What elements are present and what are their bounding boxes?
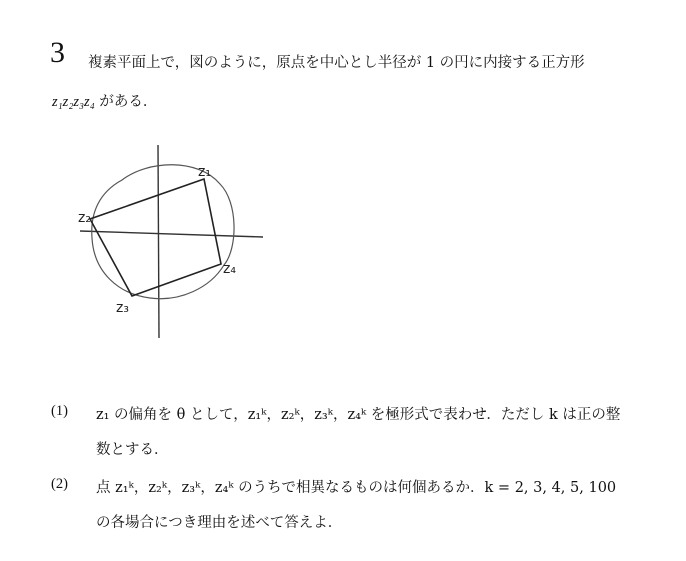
- question-1-line1: z₁ の偏角を θ として，z₁ᵏ，z₂ᵏ，z₃ᵏ，z₄ᵏ を極形式で表わせ．ただし k は正の整: [96, 407, 621, 423]
- problem-statement-line1: 複素平面上で，図のように，原点を中心とし半径が 1 の円に内接する正方形: [88, 55, 585, 71]
- problem-number: 3: [50, 36, 65, 69]
- figure-svg: [70, 140, 280, 340]
- label-z4: z₄: [223, 261, 236, 277]
- question-2-line2: の各場合につき理由を述べて答えよ．: [96, 515, 343, 531]
- label-z3: z₃: [116, 300, 129, 316]
- question-2-label: (2): [51, 476, 68, 492]
- label-z1: z₁: [198, 164, 211, 180]
- question-1-line2: 数とする．: [96, 442, 169, 458]
- problem-statement-line2-text: がある．: [94, 94, 158, 110]
- hand-drawn-figure: [70, 140, 280, 340]
- square-name-math: z₁z₂z₃z₄: [52, 94, 95, 110]
- real-axis: [80, 231, 263, 237]
- problem-statement-line2: [52, 90, 157, 111]
- imaginary-axis: [158, 145, 159, 338]
- label-z2: z₂: [78, 210, 91, 226]
- question-2-line1: 点 z₁ᵏ，z₂ᵏ，z₃ᵏ，z₄ᵏ のうちで相異なるものは何個あるか．k = 2, 3, 4, 5, 100: [96, 480, 617, 496]
- question-1-label: (1): [51, 403, 68, 419]
